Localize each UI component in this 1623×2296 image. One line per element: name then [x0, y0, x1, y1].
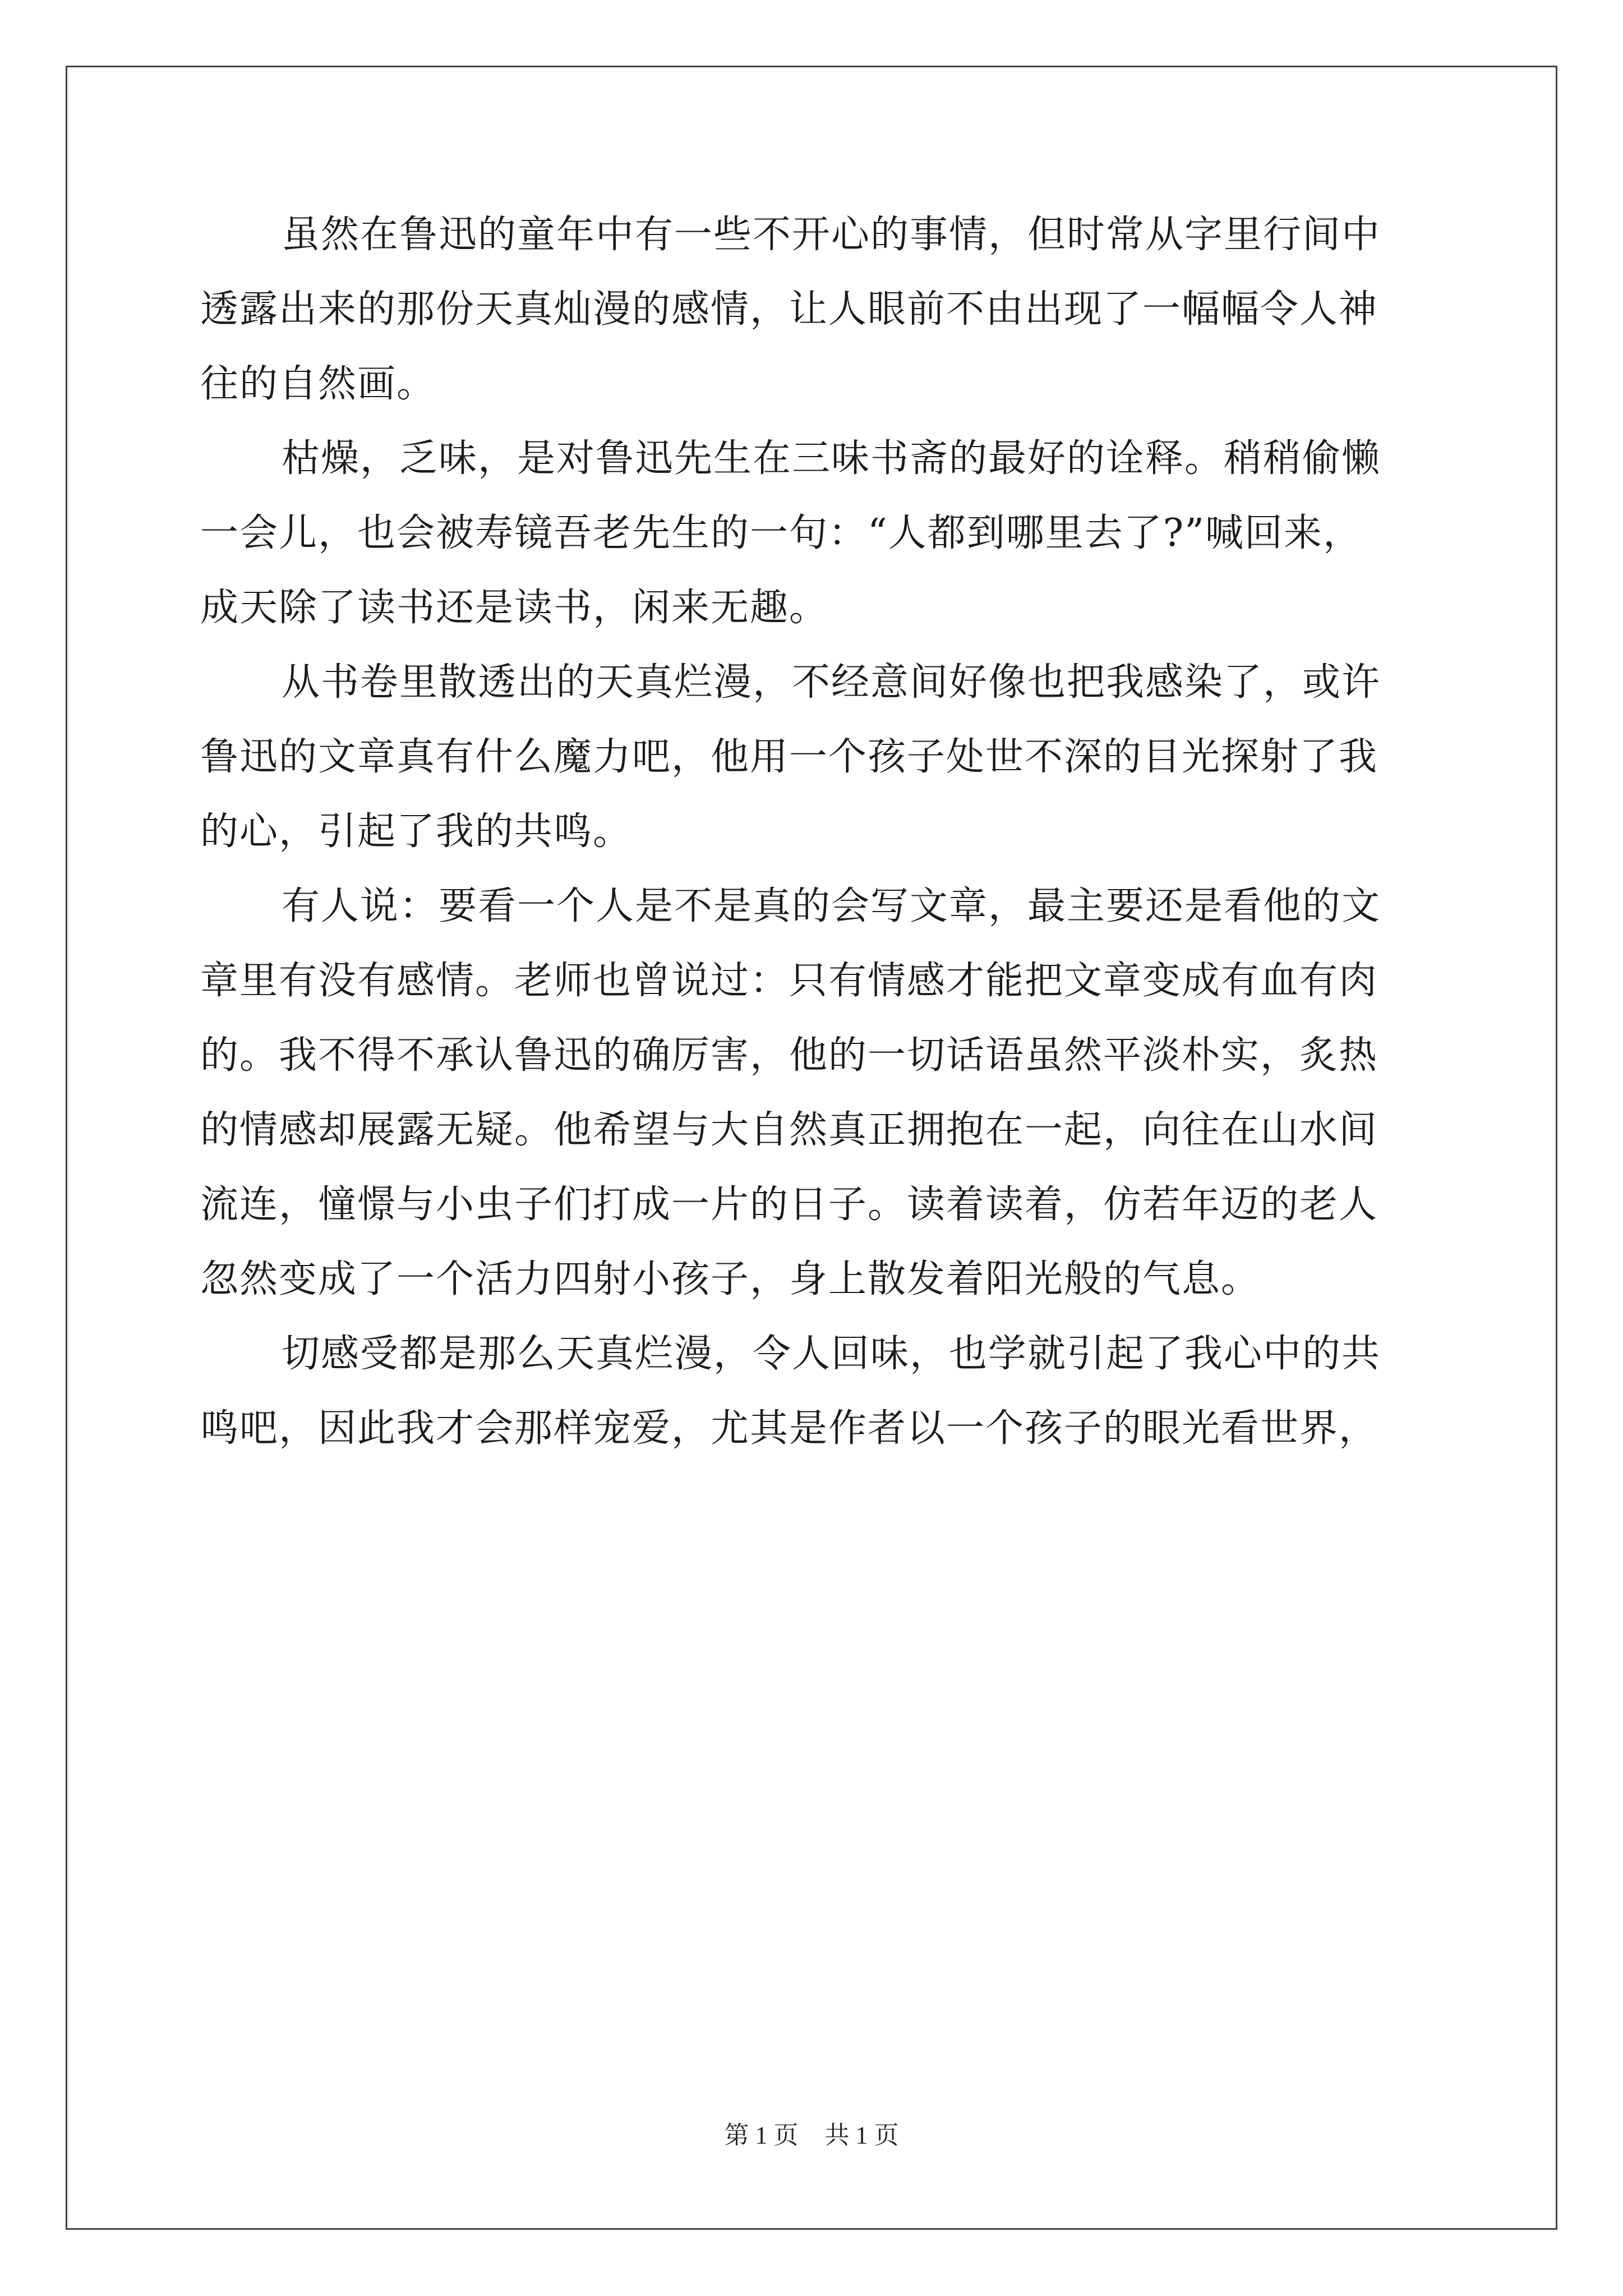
text-line: 的情感却展露无疑。他希望与大自然真正拥抱在一起，向往在山水间	[200, 1108, 1378, 1152]
page-total: 共 1 页	[824, 2122, 899, 2149]
paragraph	[200, 882, 1434, 1303]
page-number: 第 1 页	[724, 2122, 799, 2149]
text-line: 透露出来的那份天真灿漫的感情，让人眼前不由出现了一幅幅令人神	[200, 287, 1378, 332]
text-line: 鸣吧，因此我才会那样宠爱，尤其是作者以一个孩子的眼光看世界，	[200, 1406, 1378, 1451]
text-line: 鲁迅的文章真有什么魔力吧，他用一个孩子处世不深的目光探射了我	[200, 735, 1378, 779]
text-line: 忽然变成了一个活力四射小孩子，身上散发着阳光般的气息。	[200, 1257, 1261, 1301]
text-line: 往的自然画。	[200, 362, 436, 406]
paragraph	[200, 211, 1434, 408]
paragraph	[200, 659, 1434, 855]
text-line: 虽然在鲁迅的童年中有一些不开心的事情，但时常从字里行间中	[282, 213, 1381, 257]
text-line: 的。我不得不承认鲁迅的确厉害，他的一切话语虽然平淡朴实，炙热	[200, 1033, 1378, 1078]
text-line: 流连，憧憬与小虫子们打成一片的日子。读着读着，仿若年迈的老人	[200, 1182, 1378, 1227]
text-line: 切感受都是那么天真烂漫，令人回味，也学就引起了我心中的共	[282, 1332, 1381, 1376]
text-line: 一会儿，也会被寿镜吾老先生的一句：“人都到哪里去了?”喊回来，	[200, 511, 1362, 555]
text-line: 的心，引起了我的共鸣。	[200, 809, 633, 854]
text-line: 从书卷里散透出的天真烂漫，不经意间好像也把我感染了，或许	[282, 660, 1381, 705]
text-line: 成天除了读书还是读书，闲来无趣。	[200, 586, 829, 630]
paragraph	[200, 435, 1434, 632]
text-line: 章里有没有感情。老师也曾说过：只有情感才能把文章变成有血有肉	[200, 959, 1378, 1003]
page-footer	[0, 2115, 1623, 2151]
document-body	[200, 211, 1434, 1452]
text-line: 有人说：要看一个人是不是真的会写文章，最主要还是看他的文	[282, 884, 1381, 928]
text-line: 枯燥，乏味，是对鲁迅先生在三味书斋的最好的诠释。稍稍偷懒	[282, 436, 1381, 481]
paragraph	[200, 1330, 1434, 1452]
